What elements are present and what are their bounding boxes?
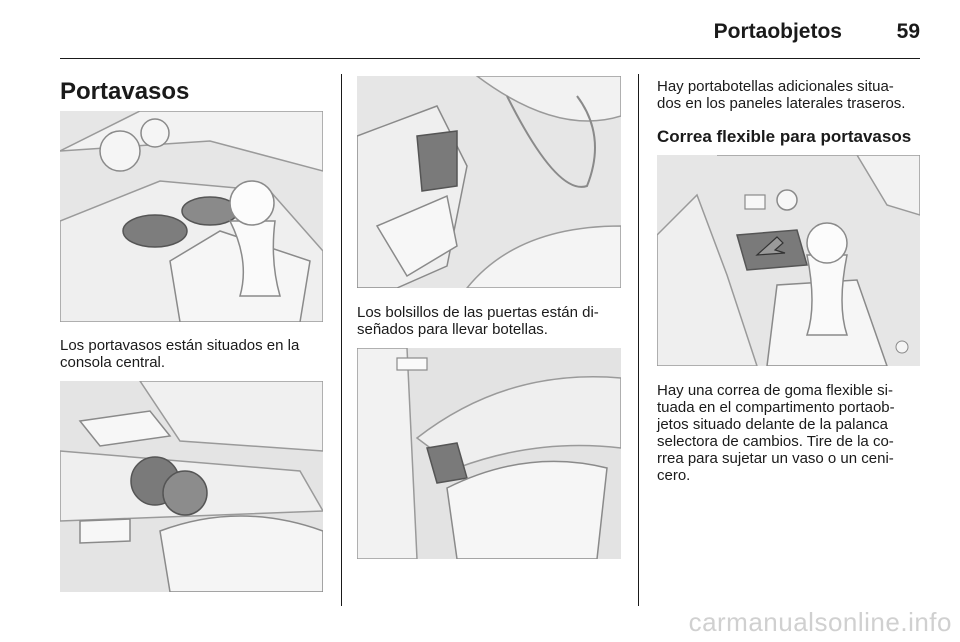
paragraph-portavasos	[60, 337, 299, 371]
text-line: tuada en el compartimento portaob-	[657, 399, 895, 416]
figure-door-pocket	[357, 76, 621, 288]
text-line: selectora de cambios. Tire de la co-	[657, 433, 894, 450]
paragraph-flexible-strap	[657, 382, 895, 484]
text-line: cero.	[657, 467, 691, 484]
text-line: señados para llevar botellas.	[357, 321, 548, 338]
figure-center-console-cupholders	[60, 111, 323, 322]
section-heading-portavasos: Portavasos	[60, 78, 190, 105]
text-line: consola central.	[60, 354, 166, 371]
column-divider-1	[341, 74, 342, 606]
text-line: Hay una correa de goma flexible si-	[657, 382, 893, 399]
paragraph-rear-bottle-holders	[657, 78, 905, 112]
figure-flexible-strap	[657, 155, 920, 366]
text-line: Los bolsillos de las puertas están di-	[357, 304, 599, 321]
header-rule	[60, 58, 920, 59]
text-line: Hay portabotellas adicionales situa-	[657, 78, 894, 95]
column-divider-2	[638, 74, 639, 606]
text-line: dos en los paneles laterales traseros.	[657, 95, 906, 112]
page-number: 59	[896, 20, 920, 43]
text-line: rrea para sujetar un vaso o un ceni-	[657, 450, 894, 467]
figure-rear-cupholders	[60, 381, 323, 592]
text-line: Los portavasos están situados en la	[60, 337, 300, 354]
section-heading-correa-flexible: Correa flexible para portavasos	[657, 127, 912, 146]
figure-rear-side-panel	[357, 348, 621, 559]
paragraph-door-pockets	[357, 304, 599, 338]
text-line: jetos situado delante de la palanca	[657, 416, 889, 433]
watermark: carmanualsonline.info	[688, 607, 952, 637]
header-title: Portaobjetos	[713, 20, 842, 43]
